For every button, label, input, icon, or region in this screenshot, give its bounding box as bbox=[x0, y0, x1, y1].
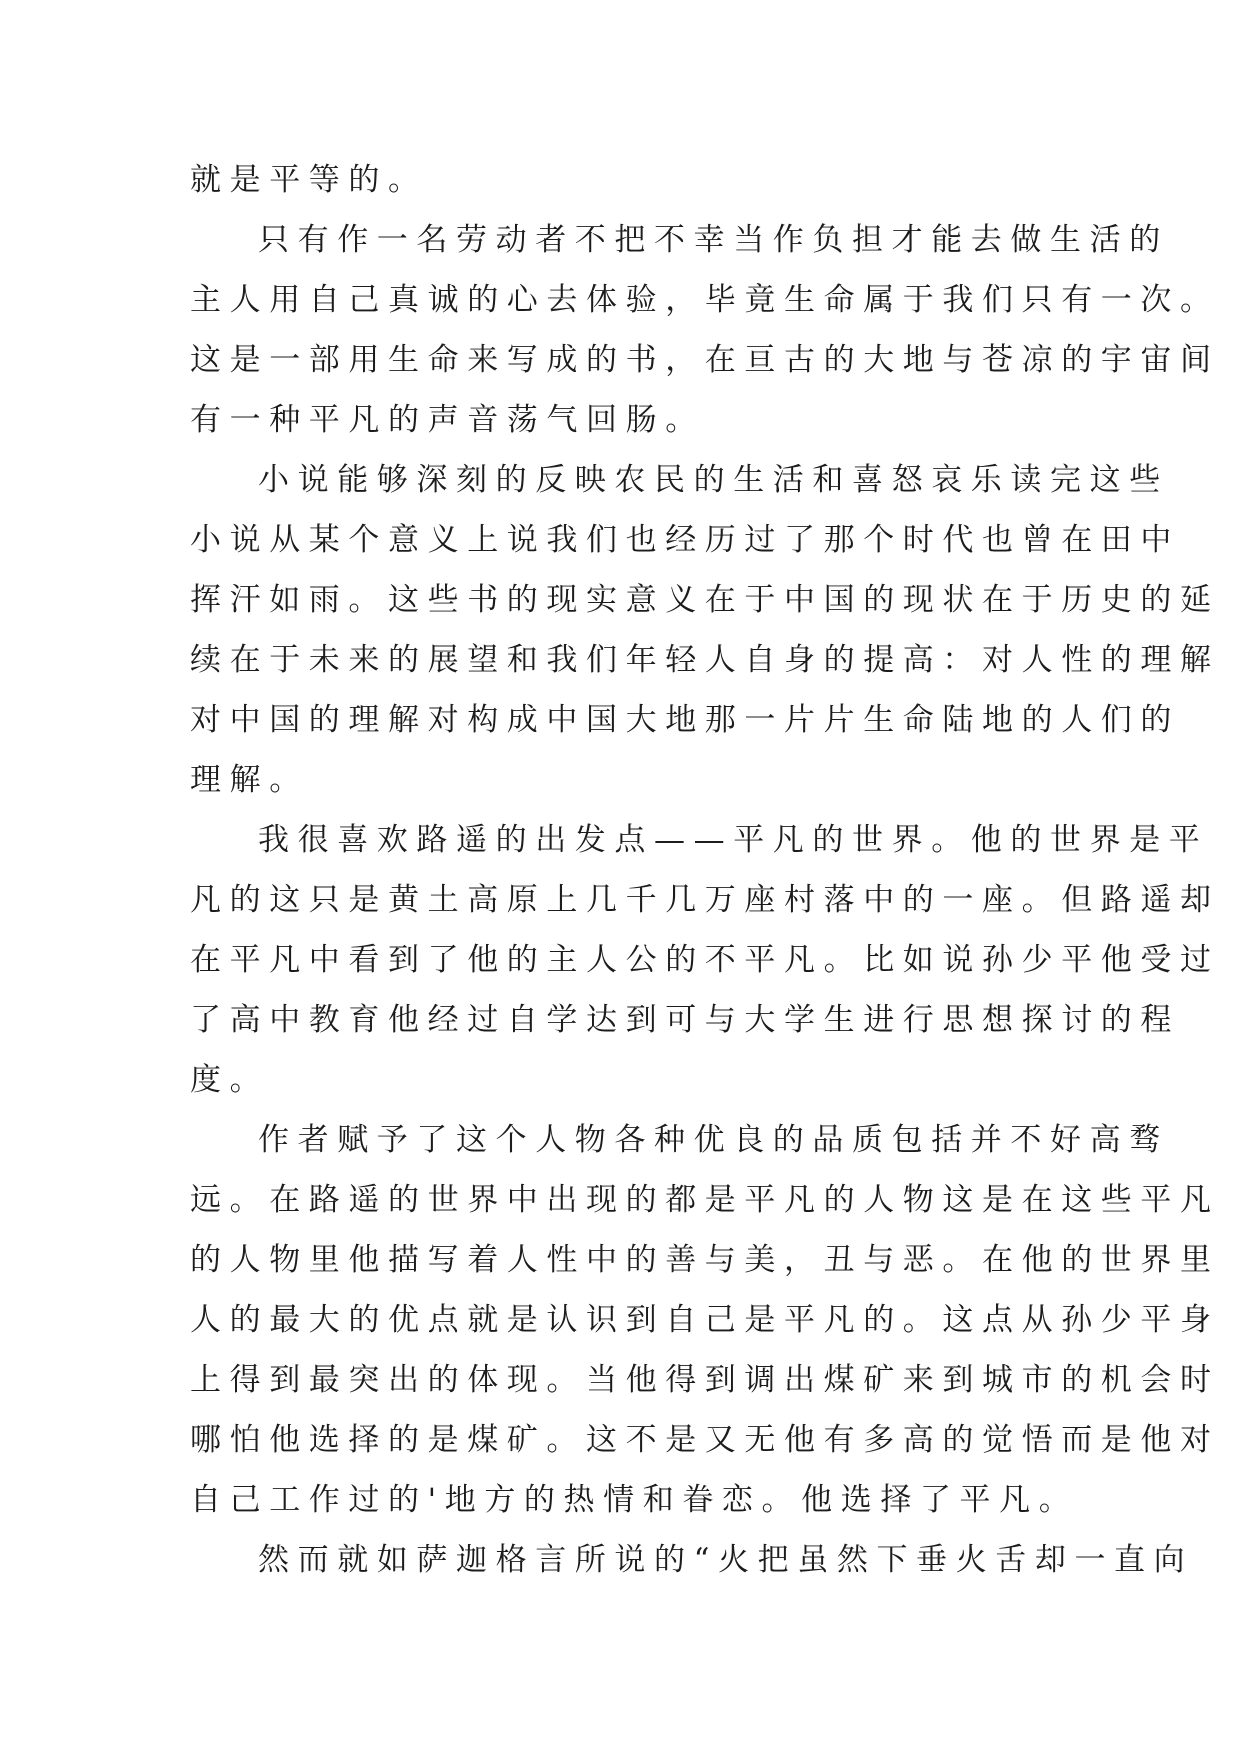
text-line: 挥汗如雨。这些书的现实意义在于中国的现状在于历史的延 bbox=[190, 582, 1220, 618]
text-line: 在平凡中看到了他的主人公的不平凡。比如说孙少平他受过 bbox=[190, 942, 1220, 978]
text-line: 哪怕他选择的是煤矿。这不是又无他有多高的觉悟而是他对 bbox=[190, 1422, 1220, 1458]
text-line: 人的最大的优点就是认识到自己是平凡的。这点从孙少平身 bbox=[190, 1302, 1220, 1338]
text-line: 续在于未来的展望和我们年轻人自身的提高：对人性的理解 bbox=[190, 642, 1220, 678]
paragraph-first-line: 小说能够深刻的反映农民的生活和喜怒哀乐读完这些 bbox=[258, 462, 1169, 498]
text-line: 上得到最突出的体现。当他得到调出煤矿来到城市的机会时 bbox=[190, 1362, 1220, 1398]
text-line: 了高中教育他经过自学达到可与大学生进行思想探讨的程 bbox=[190, 1002, 1180, 1038]
text-line: 有一种平凡的声音荡气回肠。 bbox=[190, 402, 705, 438]
paragraph-first-line: 我很喜欢路遥的出发点——平凡的世界。他的世界是平 bbox=[258, 822, 1209, 858]
document-body bbox=[190, 150, 1220, 1590]
text-line: 小说从某个意义上说我们也经历过了那个时代也曾在田中 bbox=[190, 522, 1180, 558]
text-line: 的人物里他描写着人性中的善与美，丑与恶。在他的世界里 bbox=[190, 1242, 1220, 1278]
text-line: 远。在路遥的世界中出现的都是平凡的人物这是在这些平凡 bbox=[190, 1182, 1220, 1218]
text-line: 度。 bbox=[190, 1062, 270, 1098]
paragraph-first-line: 然而就如萨迦格言所说的“火把虽然下垂火舌却一直向 bbox=[258, 1542, 1194, 1578]
text-line: 凡的这只是黄土高原上几千几万座村落中的一座。但路遥却 bbox=[190, 882, 1220, 918]
paragraph-first-line: 只有作一名劳动者不把不幸当作负担才能去做生活的 bbox=[258, 222, 1169, 258]
text-line: 就是平等的。 bbox=[190, 162, 428, 198]
text-line: 这是一部用生命来写成的书，在亘古的大地与苍凉的宇宙间 bbox=[190, 342, 1220, 378]
text-line: 自己工作过的'地方的热情和眷恋。他选择了平凡。 bbox=[190, 1482, 1079, 1518]
text-line: 主人用自己真诚的心去体验，毕竟生命属于我们只有一次。 bbox=[190, 282, 1220, 318]
paragraph-first-line: 作者赋予了这个人物各种优良的品质包括并不好高骛 bbox=[258, 1122, 1169, 1158]
text-line: 理解。 bbox=[190, 762, 309, 798]
text-line: 对中国的理解对构成中国大地那一片片生命陆地的人们的 bbox=[190, 702, 1180, 738]
